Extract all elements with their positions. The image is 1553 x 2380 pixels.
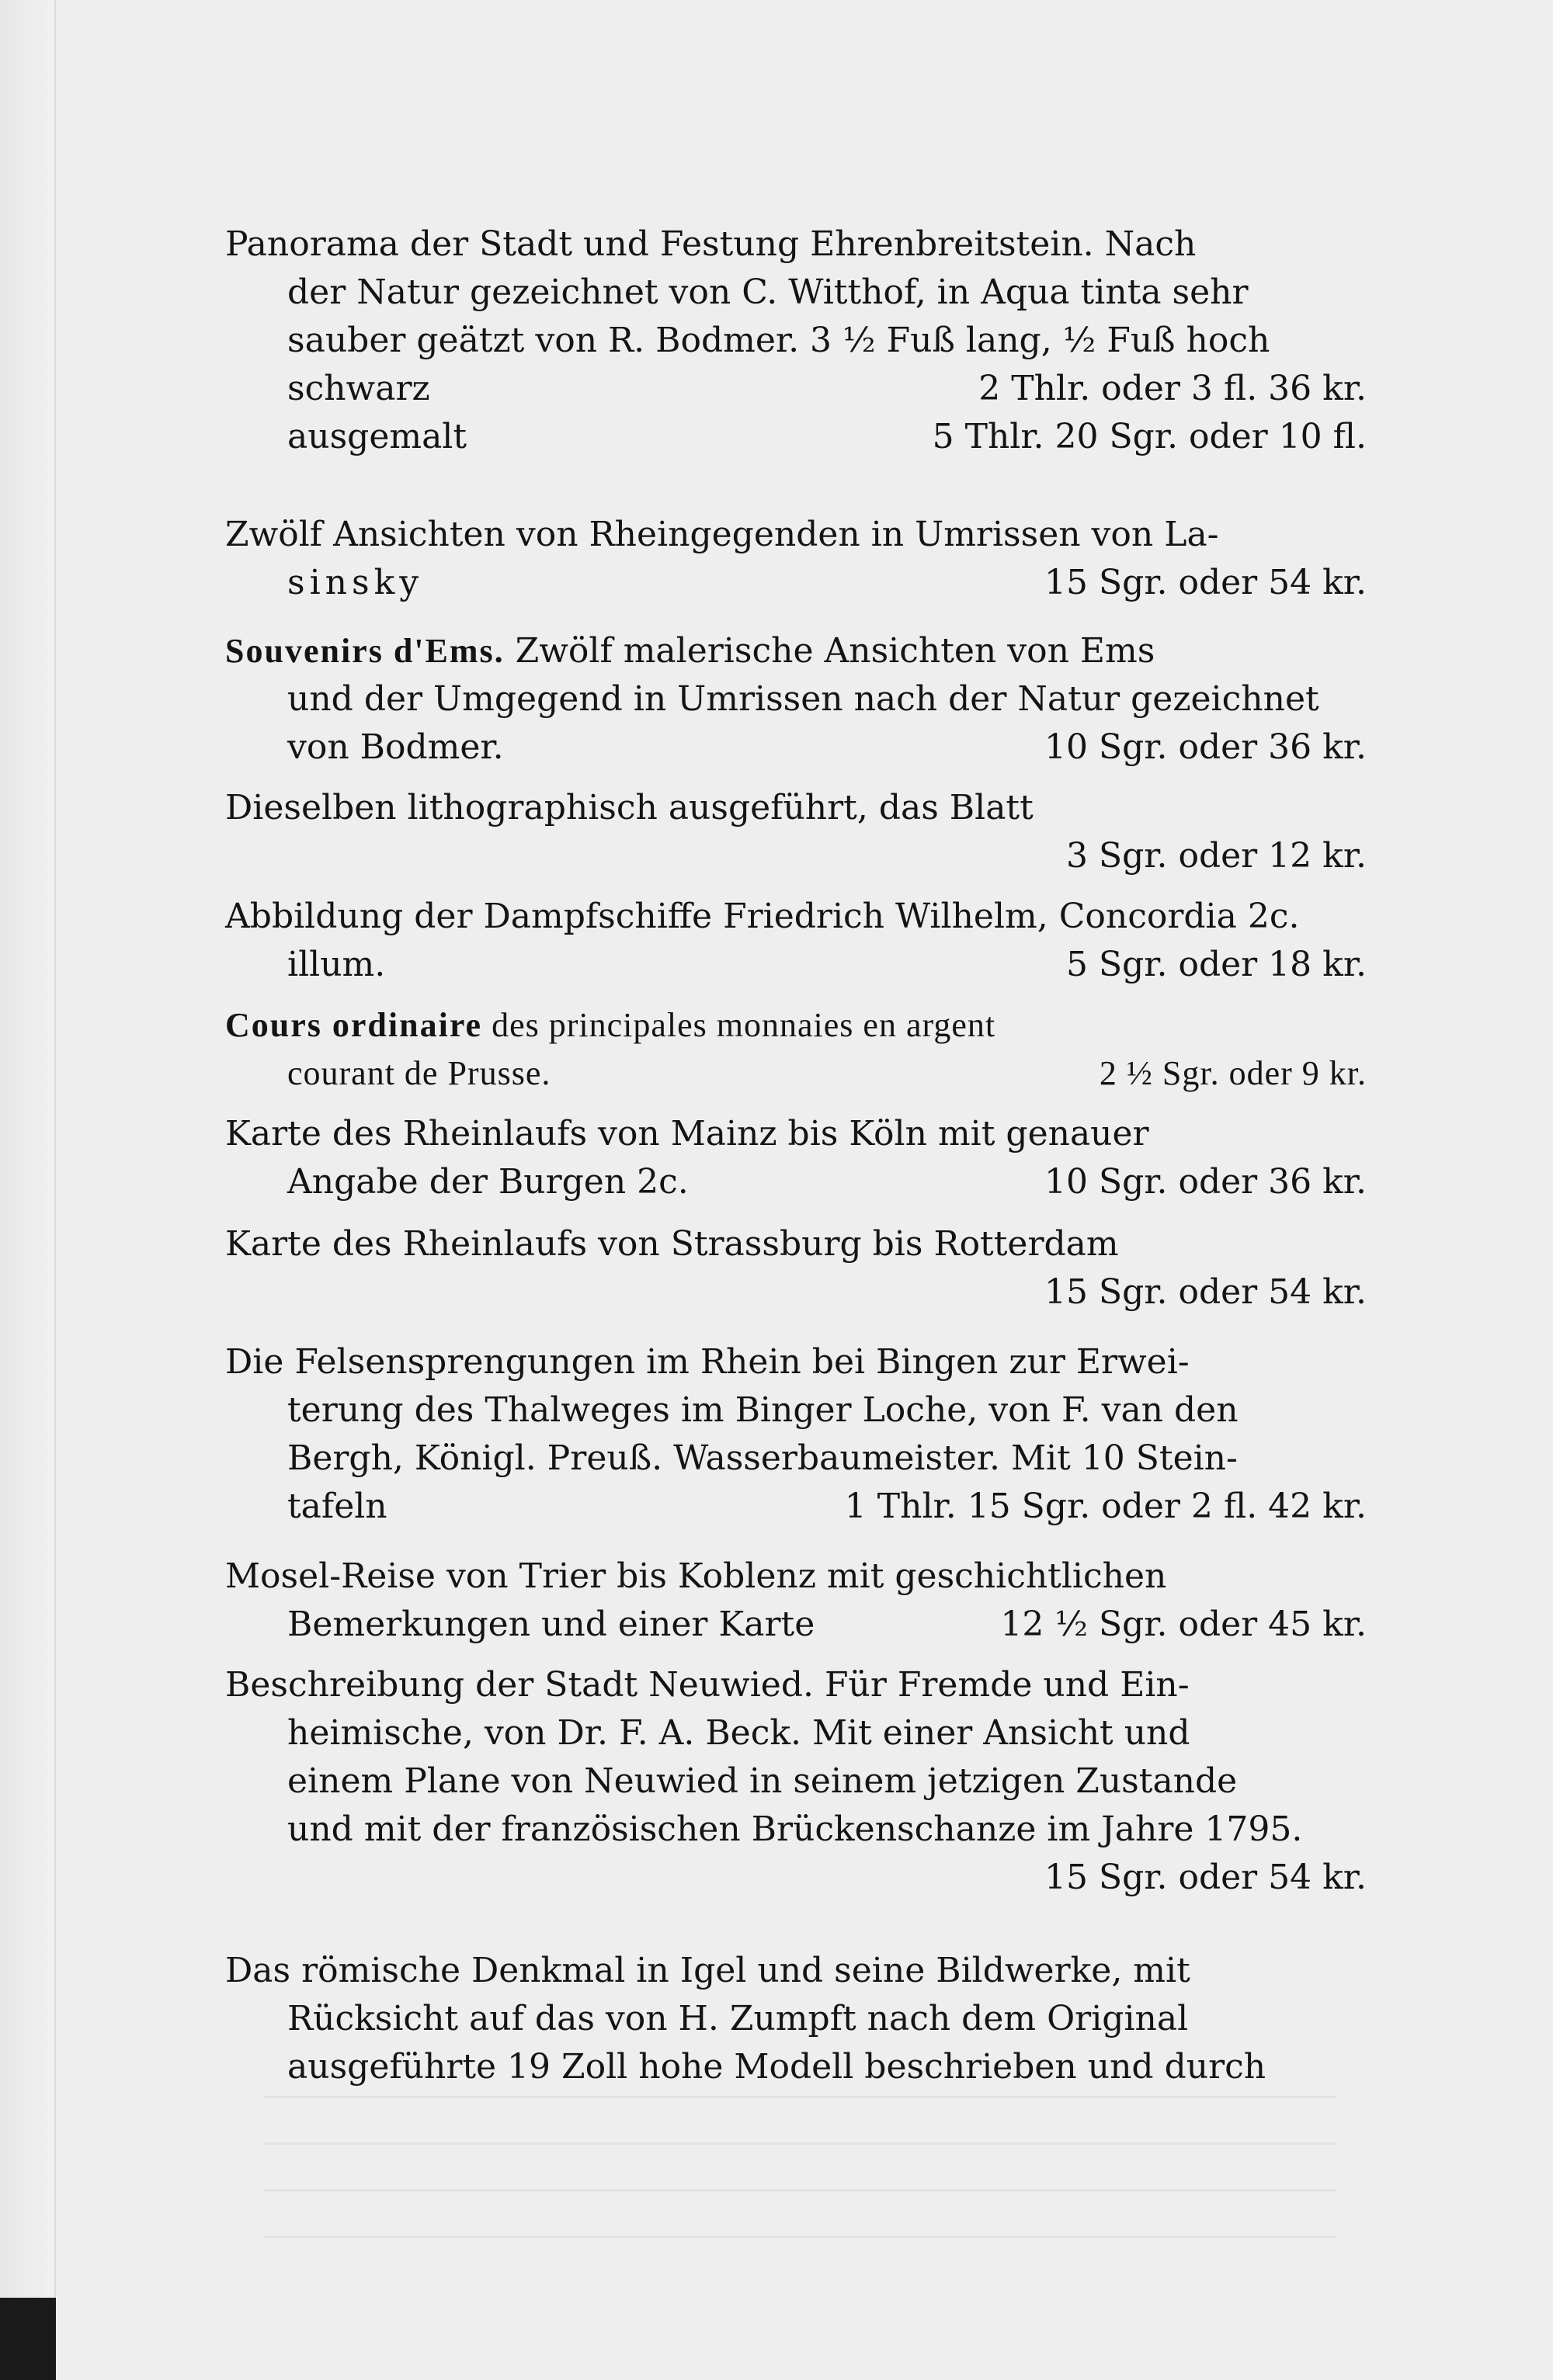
entry-line xyxy=(225,1001,1367,1049)
entry-line: Das römische Denkmal in Igel und seine Bildwerke, mit xyxy=(225,1951,1190,1990)
entry-line: Die Felsensprengungen im Rhein bei Bingen zur Erwei- xyxy=(225,1342,1190,1382)
catalog-entry-dampfschiffe xyxy=(225,893,1367,989)
entry-line: einem Plane von Neuwied in seinem jetzigen Zustande xyxy=(287,1761,1238,1801)
show-through-bleed xyxy=(264,2096,1336,2251)
price: 3 Sgr. oder 12 kr. xyxy=(1066,836,1367,876)
entry-line: der Natur gezeichnet von C. Witthof, in Aqua tinta sehr xyxy=(287,272,1249,312)
price: 15 Sgr. oder 54 kr. xyxy=(1044,563,1367,602)
entry-line xyxy=(225,832,1367,880)
price: 5 Thlr. 20 Sgr. oder 10 fl. xyxy=(932,417,1367,456)
catalog-entry-zwoelf-ansichten xyxy=(225,511,1367,607)
entry-line: Panorama der Stadt und Festung Ehrenbreitstein. Nach xyxy=(225,224,1197,264)
entry-heading: Cours ordinaire xyxy=(225,1006,483,1044)
catalog-entry-mosel-reise xyxy=(225,1553,1367,1649)
entry-line: Bergh, Königl. Preuß. Wasserbaumeister. Mit 10 Stein- xyxy=(287,1438,1238,1478)
price: 10 Sgr. oder 36 kr. xyxy=(1044,1162,1367,1202)
page-gutter xyxy=(0,0,56,2380)
entry-line: Karte des Rheinlaufs von Mainz bis Köln mit genauer xyxy=(225,1114,1149,1154)
entry-line xyxy=(225,1854,1367,1902)
catalog-entry-neuwied xyxy=(225,1661,1367,1902)
catalog-entry-igel-denkmal xyxy=(225,1947,1367,2091)
catalog-entry-panorama xyxy=(225,220,1367,461)
price: 2 Thlr. oder 3 fl. 36 kr. xyxy=(978,369,1367,408)
price: 1 Thlr. 15 Sgr. oder 2 fl. 42 kr. xyxy=(844,1487,1367,1526)
entry-text: Angabe der Burgen 2c. xyxy=(287,1162,689,1202)
entry-line: ausgeführte 19 Zoll hohe Modell beschrieben und durch xyxy=(287,2047,1266,2087)
entry-text: des principales monnaies en argent xyxy=(492,1006,996,1044)
entry-heading: Souvenirs d'Ems. xyxy=(225,632,505,670)
catalog-entry-karte-strassburg xyxy=(225,1220,1367,1317)
entry-line: Dieselben lithographisch ausgeführt, das Blatt xyxy=(225,788,1034,827)
entry-line: und mit der französischen Brückenschanze im Jahre 1795. xyxy=(287,1809,1303,1849)
variant-label: ausgemalt xyxy=(287,417,467,456)
entry-line xyxy=(225,1158,1367,1206)
price: 15 Sgr. oder 54 kr. xyxy=(1044,1272,1367,1312)
price: 5 Sgr. oder 18 kr. xyxy=(1066,945,1367,984)
entry-line: Karte des Rheinlaufs von Strassburg bis Rotterdam xyxy=(225,1224,1119,1264)
entry-line xyxy=(225,413,1367,461)
catalog-entry-dieselben xyxy=(225,784,1367,880)
catalog-entry-souvenirs-ems xyxy=(225,627,1367,772)
entry-text: courant de Prusse. xyxy=(287,1054,551,1092)
entry-text: Zwölf malerische Ansichten von Ems xyxy=(515,631,1155,671)
catalog-entry-felsensprengungen xyxy=(225,1338,1367,1531)
price: 2 ½ Sgr. oder 9 kr. xyxy=(1099,1054,1367,1092)
entry-line xyxy=(225,1483,1367,1531)
entry-line: Mosel-Reise von Trier bis Koblenz mit geschichtlichen xyxy=(225,1556,1167,1596)
entry-text: tafeln xyxy=(287,1487,387,1526)
entry-text: illum. xyxy=(287,945,386,984)
entry-line: terung des Thalweges im Binger Loche, von F. van den xyxy=(287,1390,1239,1430)
entry-line: Zwölf Ansichten von Rheingegenden in Umrissen von La- xyxy=(225,515,1219,554)
entry-line: sauber geätzt von R. Bodmer. 3 ½ Fuß lang, ½ Fuß hoch xyxy=(287,321,1270,360)
entry-line: Abbildung der Dampfschiffe Friedrich Wilhelm, Concordia 2c. xyxy=(225,897,1300,936)
entry-line: Beschreibung der Stadt Neuwied. Für Fremde und Ein- xyxy=(225,1665,1190,1705)
entry-line xyxy=(225,1049,1367,1098)
price: 12 ½ Sgr. oder 45 kr. xyxy=(1000,1605,1367,1644)
entry-line xyxy=(225,1601,1367,1649)
entry-line: Rücksicht auf das von H. Zumpft nach dem Original xyxy=(287,1999,1189,2038)
gutter-shadow xyxy=(0,2298,56,2380)
entry-line xyxy=(225,1268,1367,1317)
entry-line xyxy=(225,941,1367,989)
variant-label: schwarz xyxy=(287,369,430,408)
entry-text: Bemerkungen und einer Karte xyxy=(287,1605,815,1644)
entry-line xyxy=(225,627,1367,675)
price: 15 Sgr. oder 54 kr. xyxy=(1044,1858,1367,1897)
entry-line xyxy=(225,365,1367,413)
entry-text: von Bodmer. xyxy=(287,727,504,767)
catalog-entry-cours-ordinaire xyxy=(225,1001,1367,1098)
entry-line: heimische, von Dr. F. A. Beck. Mit einer Ansicht und xyxy=(287,1713,1190,1753)
price: 10 Sgr. oder 36 kr. xyxy=(1044,727,1367,767)
entry-line: und der Umgegend in Umrissen nach der Natur gezeichnet xyxy=(287,679,1319,719)
entry-line xyxy=(225,559,1367,607)
entry-text: sinsky xyxy=(287,563,424,602)
entry-line xyxy=(225,723,1367,772)
catalog-entry-karte-mainz-koeln xyxy=(225,1110,1367,1206)
